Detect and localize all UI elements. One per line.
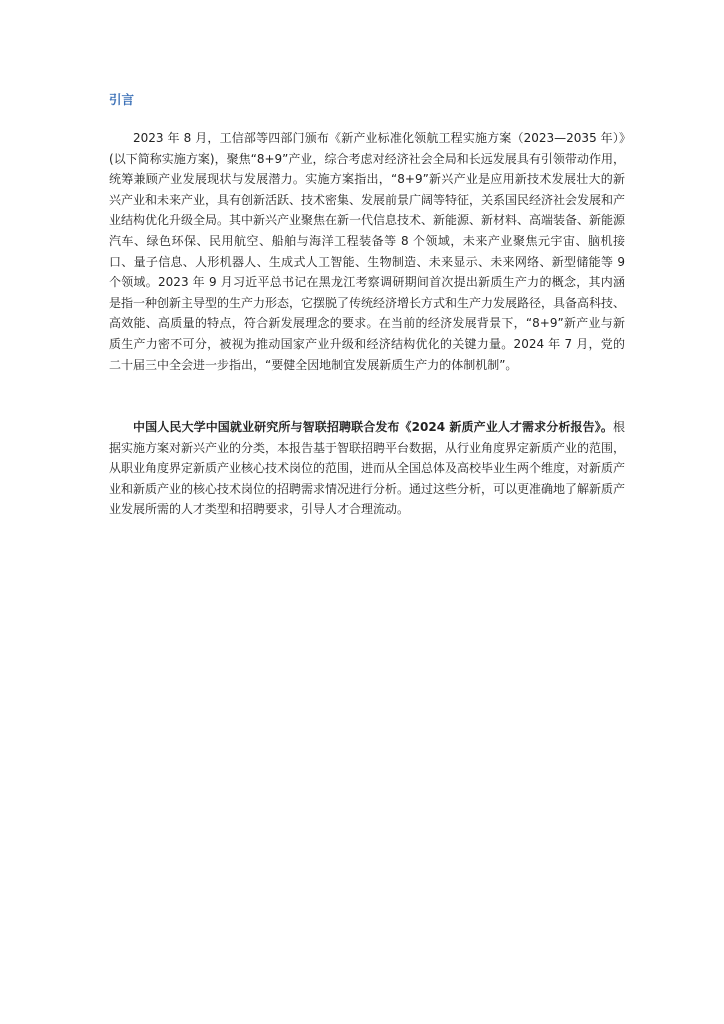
paragraph-1-text: 2023 年 8 月，工信部等四部门颁布《新产业标准化领航工程实施方案（2023—2035 年）》(以下简称实施方案)，聚焦“8+9”产业，综合考虑对经济社会全局和长远发展具有引领带动作用，统筹兼顾产业发展现状与发展潜力。实施方案指出，“8+9”新兴产业是应用新技术发展壮大的新兴产业和未来产业，具有创新活跃、技术密集、发展前景广阔等特征，关系国民经济社会发展和产业结构优化升级全局。其中新兴产业聚焦在新一代信息技术、新能源、新材料、高端装备、新能源汽车、绿色环保、民用航空、船舶与海洋工程装备等 8 个领域，未来产业聚焦元宇宙、脑机接口、量子信息、人形机器人、生成式人工智能、生物制造、未来显示、未来网络、新型储能等 9 个领域。2023 年 9 月习近平总书记在黑龙江考察调研期间首次提出新质生产力的概念，其内涵是指一种创新主导型的生产力形态，它摆脱了传统经济增长方式和生产力发展路径，具备高科技、高效能、高质量的特点，符合新发展理念的要求。在当前的经济发展背景下，“8+9”新产业与新质生产力密不可分，被视为推动国家产业升级和经济结构优化的关键力量。2024 年 7 月，党的二十届三中全会进一步指出，“要健全因地制宜发展新质生产力的体制机制”。 (109, 131, 626, 372)
paragraph-2-text: 根据实施方案对新兴产业的分类，本报告基于智联招聘平台数据，从行业角度界定新质产业的范围，从职业角度界定新质产业核心技术岗位的范围，进而从全国总体及高校毕业生两个维度，对新质产业和新质产业的核心技术岗位的招聘需求情况进行分析。通过这些分析，可以更准确地了解新质产业发展所需的人才类型和招聘要求，引导人才合理流动。 (109, 420, 626, 517)
intro-paragraph-2 (109, 417, 625, 520)
paragraph-2-bold-lead: 中国人民大学中国就业研究所与智联招聘联合发布《2024 新质产业人才需求分析报告》。 (133, 420, 613, 434)
intro-paragraph-1 (109, 128, 625, 375)
section-heading: 引言 (109, 92, 135, 107)
